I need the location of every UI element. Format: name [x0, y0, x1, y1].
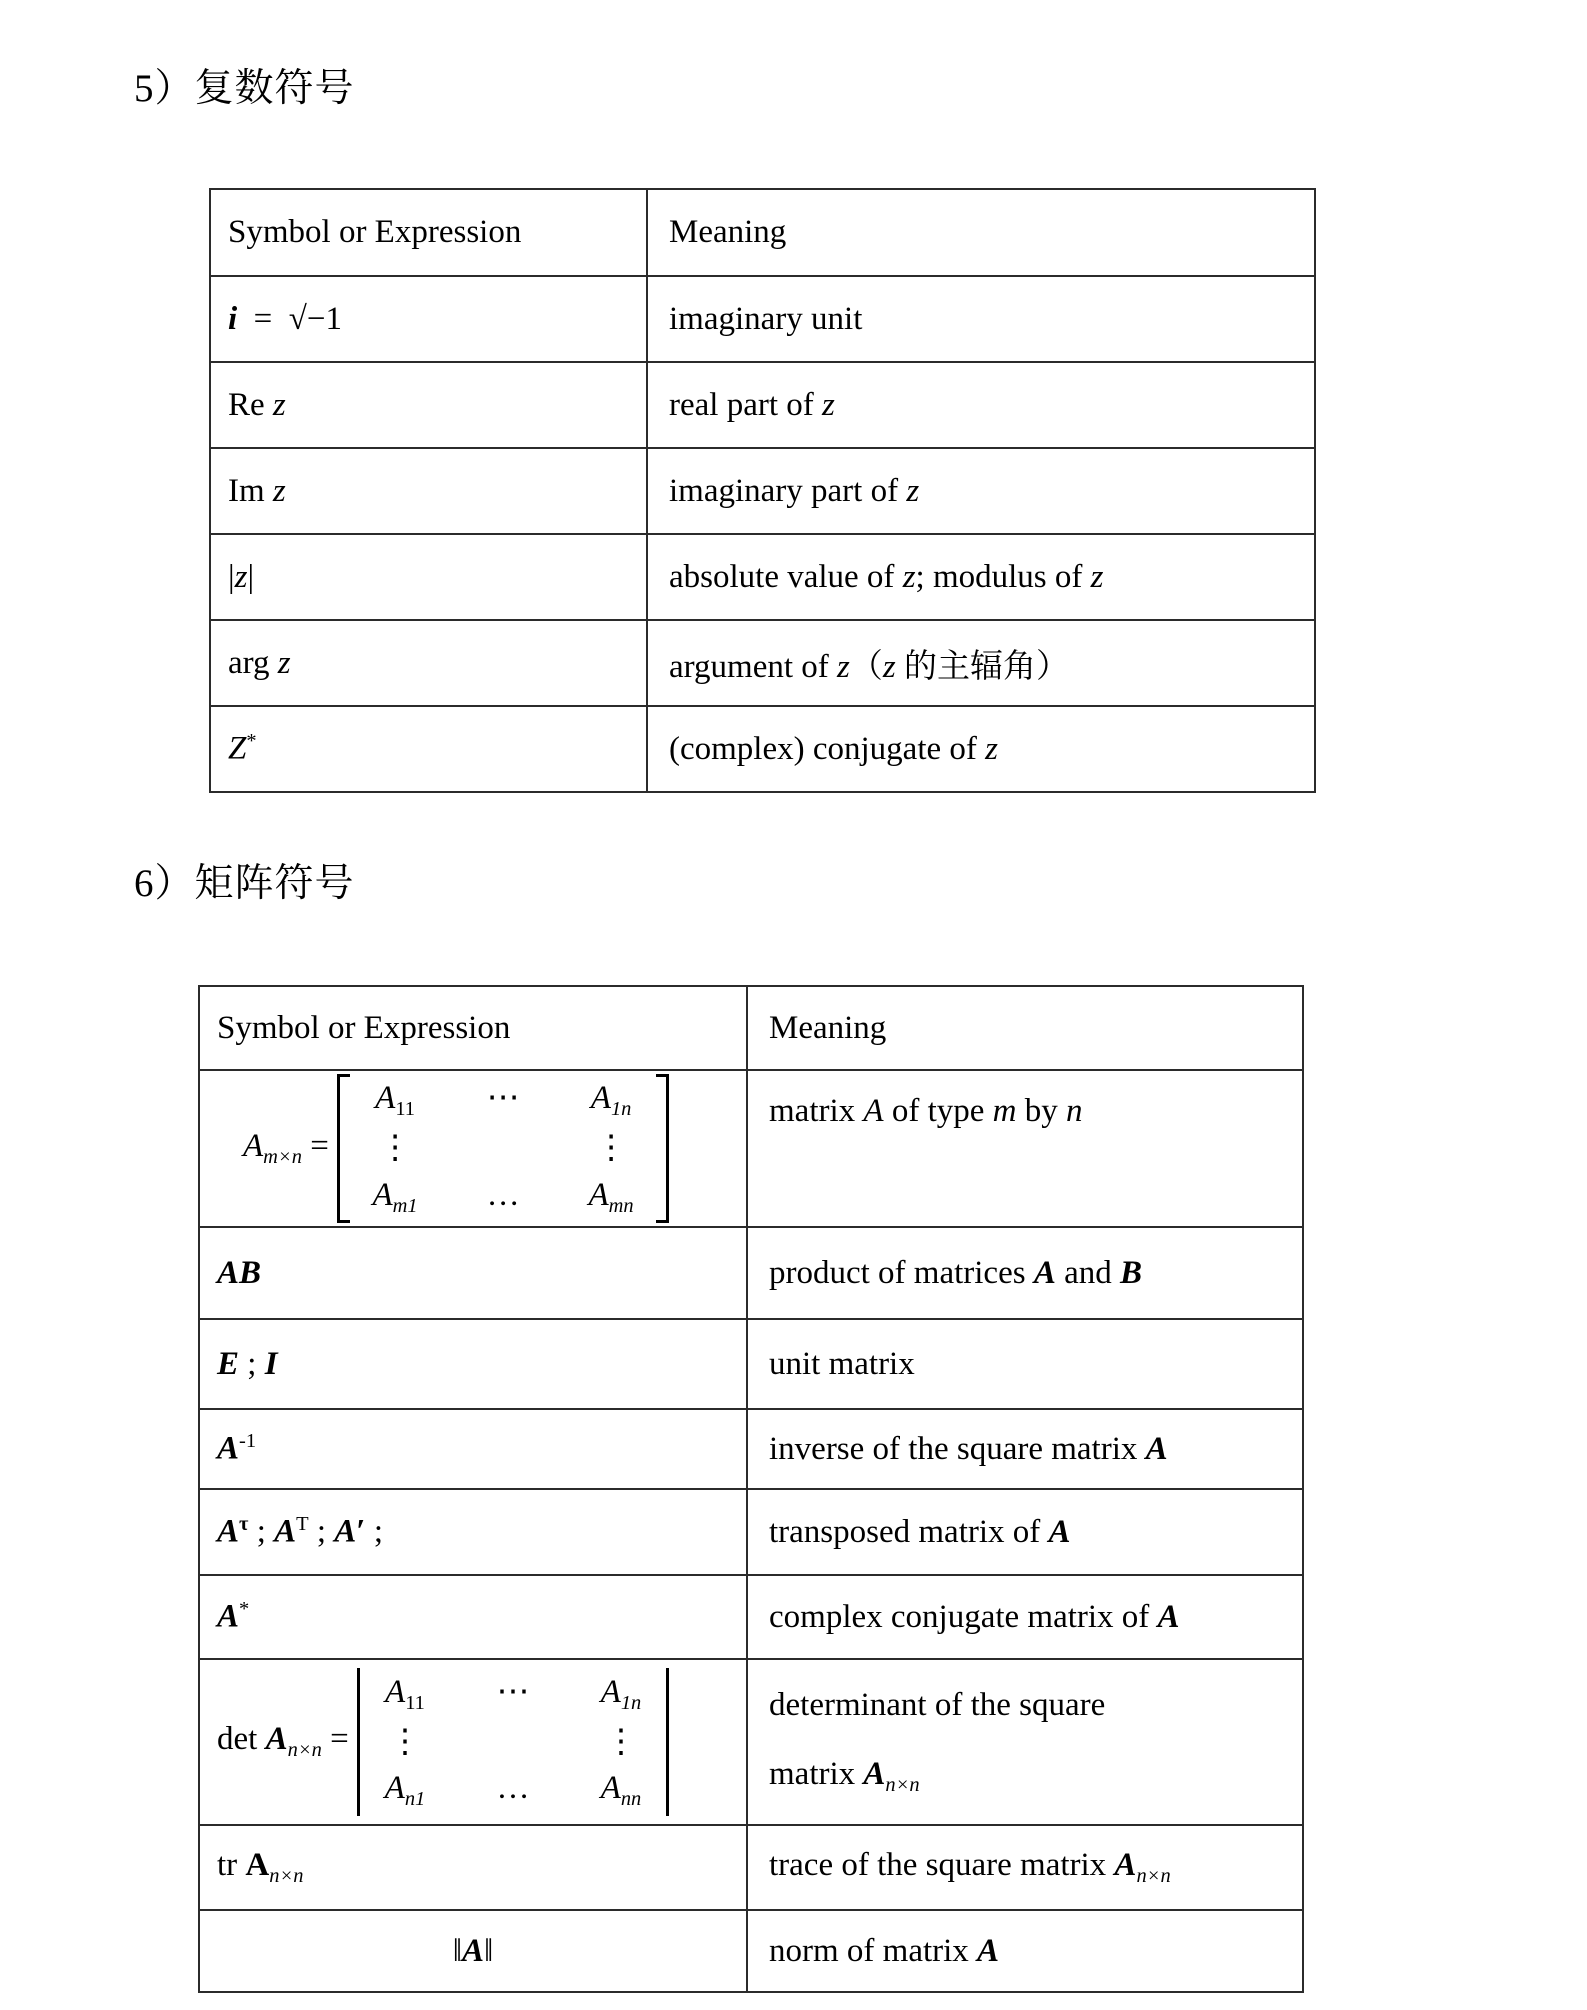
matrix-entry	[464, 1126, 542, 1171]
meaning-text: argument of z（z 的主辐角）	[669, 648, 1069, 685]
matrix-entry: ⋮	[604, 1723, 638, 1760]
matrix-entry: $A_{11}$	[385, 1673, 425, 1715]
meaning-text: product of matrices A and B	[769, 1254, 1143, 1291]
meaning-cell	[748, 1071, 1302, 1226]
matrix-entry	[474, 1720, 552, 1765]
matrix-entry: ⋮	[378, 1130, 412, 1167]
matrix-entries	[350, 1074, 656, 1222]
table-row-norm	[200, 1909, 1302, 1991]
symbol-cell	[200, 1071, 748, 1226]
matrix-entry: ⋮	[388, 1723, 422, 1760]
meaning-cell	[648, 363, 1314, 447]
table-row-inverse	[200, 1408, 1302, 1488]
table-row-imaginary-unit	[211, 275, 1314, 361]
symbol-expression: E ; I	[217, 1345, 278, 1382]
matrix-label: $A_{m\times n}$ =	[243, 1127, 338, 1169]
meaning-cell	[748, 1320, 1302, 1408]
matrix-entry: …	[496, 1770, 530, 1807]
meaning-text: inverse of the square matrix A	[769, 1430, 1168, 1467]
matrix-entry: $A_{m1}$	[372, 1176, 418, 1217]
symbol-cell	[211, 707, 648, 791]
complex-symbols-table	[209, 188, 1316, 793]
symbol-expression: Im z	[228, 472, 286, 509]
symbol-expression: A*	[217, 1598, 250, 1635]
column-header-meaning	[648, 190, 1314, 275]
matrix-entry: …	[486, 1176, 520, 1213]
meaning-cell	[748, 1911, 1302, 1991]
matrix-entry: $A_{mn}$	[588, 1176, 634, 1217]
matrix-entry: ⋯	[486, 1080, 520, 1117]
column-header-symbol	[211, 190, 648, 275]
table-row-unit-matrix	[200, 1318, 1302, 1408]
determinant-expression	[217, 1668, 669, 1816]
matrix-entry: ⋮	[594, 1130, 628, 1167]
left-bracket	[337, 1074, 350, 1222]
symbol-expression: Re z	[228, 386, 286, 423]
symbol-expression: i = √−1	[228, 300, 343, 337]
symbol-expression: arg z	[228, 644, 291, 681]
meaning-text: absolute value of z; modulus of z	[669, 558, 1104, 595]
meaning-line-1: determinant of the square	[769, 1686, 1106, 1723]
symbol-cell	[211, 621, 648, 705]
matrix-entry: $A_{n1}$	[384, 1770, 426, 1811]
determinant-label: $\det A_{n\times n}$ =	[217, 1721, 357, 1762]
symbol-expression: tr $A_{n\times n}$	[217, 1846, 304, 1888]
table-row-arg-z	[211, 619, 1314, 705]
symbol-cell	[200, 1826, 748, 1909]
table-row-trace	[200, 1824, 1302, 1909]
meaning-cell	[748, 1228, 1302, 1318]
table-row-im-z	[211, 447, 1314, 533]
meaning-text: imaginary unit	[669, 300, 863, 337]
symbol-cell	[200, 1576, 748, 1658]
column-header-symbol-label: Symbol or Expression	[228, 214, 522, 250]
meaning-cell	[748, 1576, 1302, 1658]
symbol-expression: $A^\tau$ ; $A^T$ ; A′ ;	[217, 1513, 383, 1550]
table-row-conjugate	[211, 705, 1314, 791]
symbol-expression: |z|	[228, 558, 255, 595]
meaning-text: complex conjugate matrix of A	[769, 1598, 1180, 1635]
symbol-cell	[200, 1490, 748, 1574]
symbol-cell	[200, 1228, 748, 1318]
meaning-cell	[748, 1490, 1302, 1574]
meaning-text: real part of z	[669, 386, 835, 423]
column-header-symbol-label: Symbol or Expression	[217, 1009, 511, 1046]
symbol-cell	[211, 277, 648, 361]
meaning-text: (complex) conjugate of z	[669, 730, 998, 767]
symbol-expression: AB	[217, 1254, 262, 1291]
meaning-text: matrix A of type m by n	[769, 1093, 1083, 1129]
symbol-cell	[200, 1911, 748, 1991]
matrix-symbols-table	[198, 985, 1304, 1993]
matrix-entry: ⋯	[496, 1673, 530, 1710]
meaning-text: imaginary part of z	[669, 472, 920, 509]
column-header-meaning-label: Meaning	[769, 1009, 887, 1046]
meaning-cell	[648, 621, 1314, 705]
meaning-cell	[648, 707, 1314, 791]
meaning-text: norm of matrix A	[769, 1932, 1000, 1969]
meaning-line-2: matrix $A_{n\times n}$	[769, 1756, 920, 1797]
meaning-text	[769, 1686, 1105, 1798]
right-bracket	[656, 1074, 669, 1222]
table-header-row	[200, 987, 1302, 1069]
table-header-row	[211, 190, 1314, 275]
meaning-text: transposed matrix of A	[769, 1513, 1071, 1550]
matrix-entry: $A_{1n}$	[590, 1080, 632, 1121]
matrix-entry: $A_{11}$	[375, 1080, 415, 1121]
column-header-meaning-label: Meaning	[669, 214, 787, 250]
meaning-cell	[748, 1410, 1302, 1488]
section5-heading: 5）复数符号	[134, 67, 355, 110]
symbol-expression: $A^{-1}$	[217, 1430, 257, 1467]
meaning-cell	[648, 535, 1314, 619]
symbol-cell	[211, 535, 648, 619]
table-row-determinant	[200, 1658, 1302, 1824]
table-row-product	[200, 1226, 1302, 1318]
matrix-entry: $A_{nn}$	[600, 1770, 642, 1811]
symbol-cell	[200, 1660, 748, 1824]
table-row-conjugate-matrix	[200, 1574, 1302, 1658]
column-header-meaning	[748, 987, 1302, 1069]
section6-heading: 6）矩阵符号	[134, 862, 355, 905]
meaning-cell	[748, 1660, 1302, 1824]
table-row-abs-z	[211, 533, 1314, 619]
symbol-cell	[211, 449, 648, 533]
symbol-expression: Z*	[228, 730, 257, 767]
symbol-cell	[200, 1320, 748, 1408]
table-row-matrix-def	[200, 1069, 1302, 1226]
meaning-cell	[648, 277, 1314, 361]
determinant-entries	[360, 1668, 666, 1816]
meaning-cell	[648, 449, 1314, 533]
meaning-text: trace of the square matrix $A_{n\times n}$	[769, 1846, 1171, 1888]
meaning-text: unit matrix	[769, 1345, 915, 1382]
table-row-transpose	[200, 1488, 1302, 1574]
symbol-expression: ‖A‖	[452, 1932, 494, 1969]
column-header-symbol	[200, 987, 748, 1069]
right-bar	[666, 1668, 669, 1816]
matrix-expression	[243, 1074, 669, 1222]
meaning-cell	[748, 1826, 1302, 1909]
table-row-re-z	[211, 361, 1314, 447]
symbol-cell	[200, 1410, 748, 1488]
symbol-cell	[211, 363, 648, 447]
matrix-entry: $A_{1n}$	[600, 1673, 642, 1715]
